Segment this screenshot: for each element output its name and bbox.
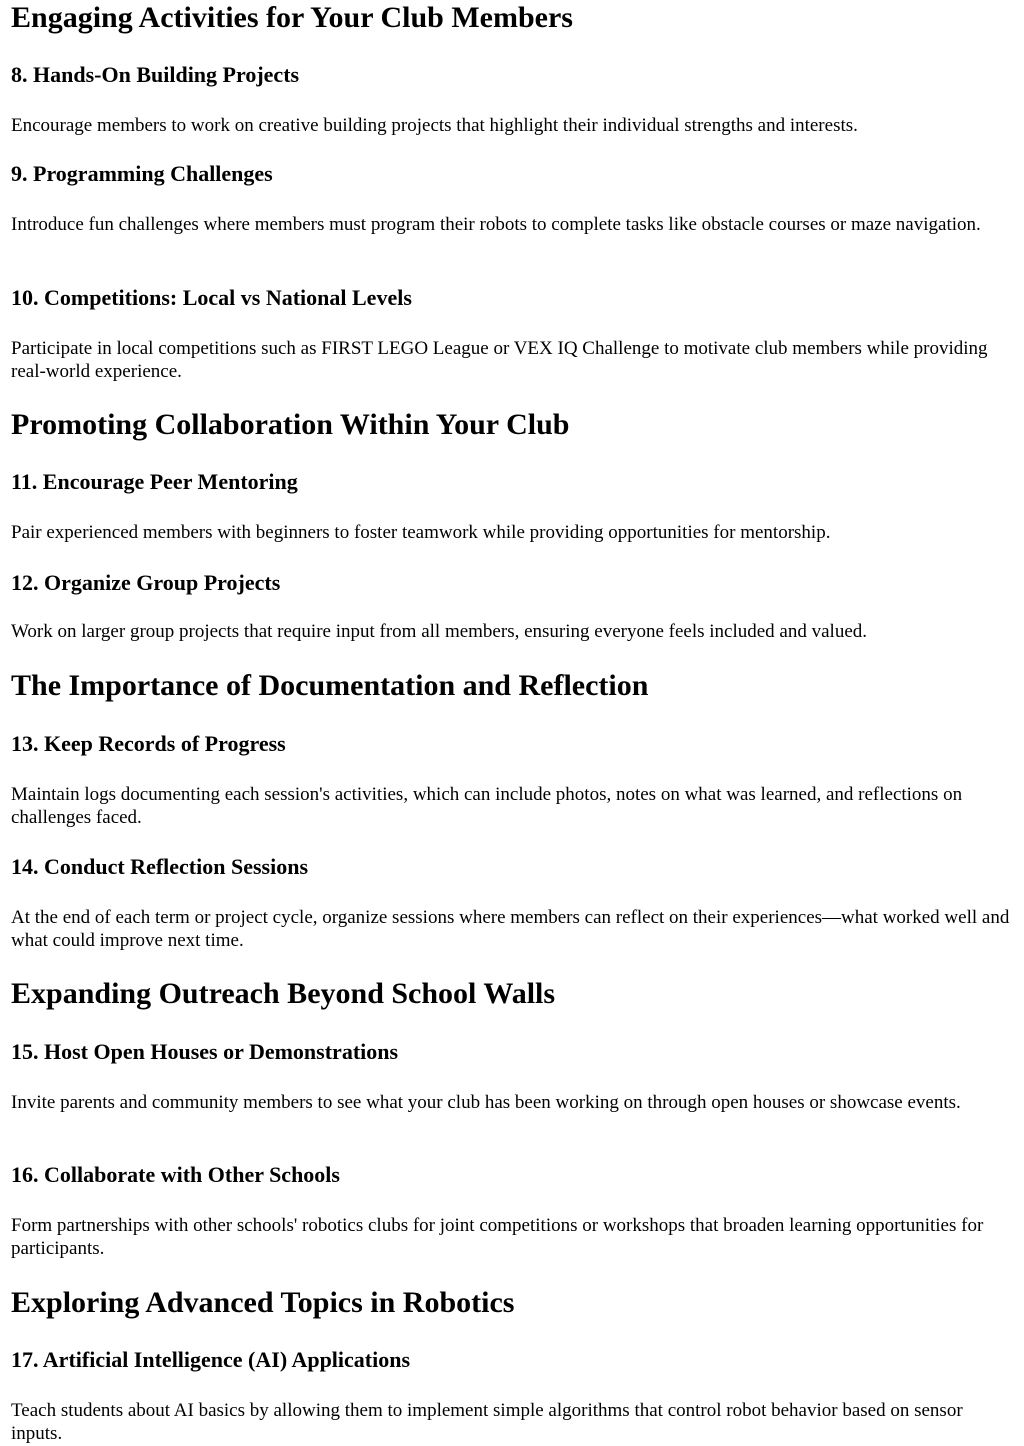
section-heading-documentation-reflection: The Importance of Documentation and Reflection [11, 669, 649, 702]
section-heading-advanced-topics: Exploring Advanced Topics in Robotics [11, 1286, 515, 1319]
section-heading-engaging-activities: Engaging Activities for Your Club Members [11, 1, 573, 34]
item-text-open-houses: Invite parents and community members to see what your club has been working on through open houses or showcase events. [11, 1092, 961, 1113]
item-title-peer-mentoring: 11. Encourage Peer Mentoring [11, 469, 298, 494]
item-title-keep-records: 13. Keep Records of Progress [11, 731, 286, 756]
item-text-collaborate-schools: Form partnerships with other schools' robotics clubs for joint competitions or workshops that broaden learning opportunities for participants. [11, 1215, 984, 1259]
item-title-competitions: 10. Competitions: Local vs National Levels [11, 285, 412, 310]
item-title-collaborate-schools: 16. Collaborate with Other Schools [11, 1162, 340, 1187]
item-text-ai-applications: Teach students about AI basics by allowing them to implement simple algorithms that control robot behavior based on sensor inputs. [11, 1400, 963, 1444]
section-heading-promoting-collaboration: Promoting Collaboration Within Your Club [11, 408, 570, 441]
item-title-group-projects: 12. Organize Group Projects [11, 570, 281, 595]
item-text-peer-mentoring: Pair experienced members with beginners to foster teamwork while providing opportunities for mentorship. [11, 522, 831, 543]
item-text-keep-records: Maintain logs documenting each session's activities, which can include photos, notes on what was learned, and reflections on challenges faced. [11, 784, 963, 828]
section-heading-expanding-outreach: Expanding Outreach Beyond School Walls [11, 977, 556, 1010]
item-text-hands-on-building: Encourage members to work on creative building projects that highlight their individual strengths and interests. [11, 115, 858, 136]
item-title-open-houses: 15. Host Open Houses or Demonstrations [11, 1039, 399, 1064]
item-text-programming-challenges: Introduce fun challenges where members must program their robots to complete tasks like obstacle courses or maze navigation. [11, 214, 981, 235]
item-text-group-projects: Work on larger group projects that require input from all members, ensuring everyone feels included and valued. [11, 621, 868, 642]
item-title-programming-challenges: 9. Programming Challenges [11, 161, 273, 186]
item-text-reflection-sessions: At the end of each term or project cycle, organize sessions where members can reflect on their experiences—what worked well and what could improve next time. [11, 907, 1010, 951]
item-title-hands-on-building: 8. Hands-On Building Projects [11, 62, 300, 87]
item-text-competitions: Participate in local competitions such as FIRST LEGO League or VEX IQ Challenge to motivate club members while providing real-world experience. [11, 338, 988, 382]
item-title-ai-applications: 17. Artificial Intelligence (AI) Applications [11, 1347, 411, 1372]
item-title-reflection-sessions: 14. Conduct Reflection Sessions [11, 854, 309, 879]
